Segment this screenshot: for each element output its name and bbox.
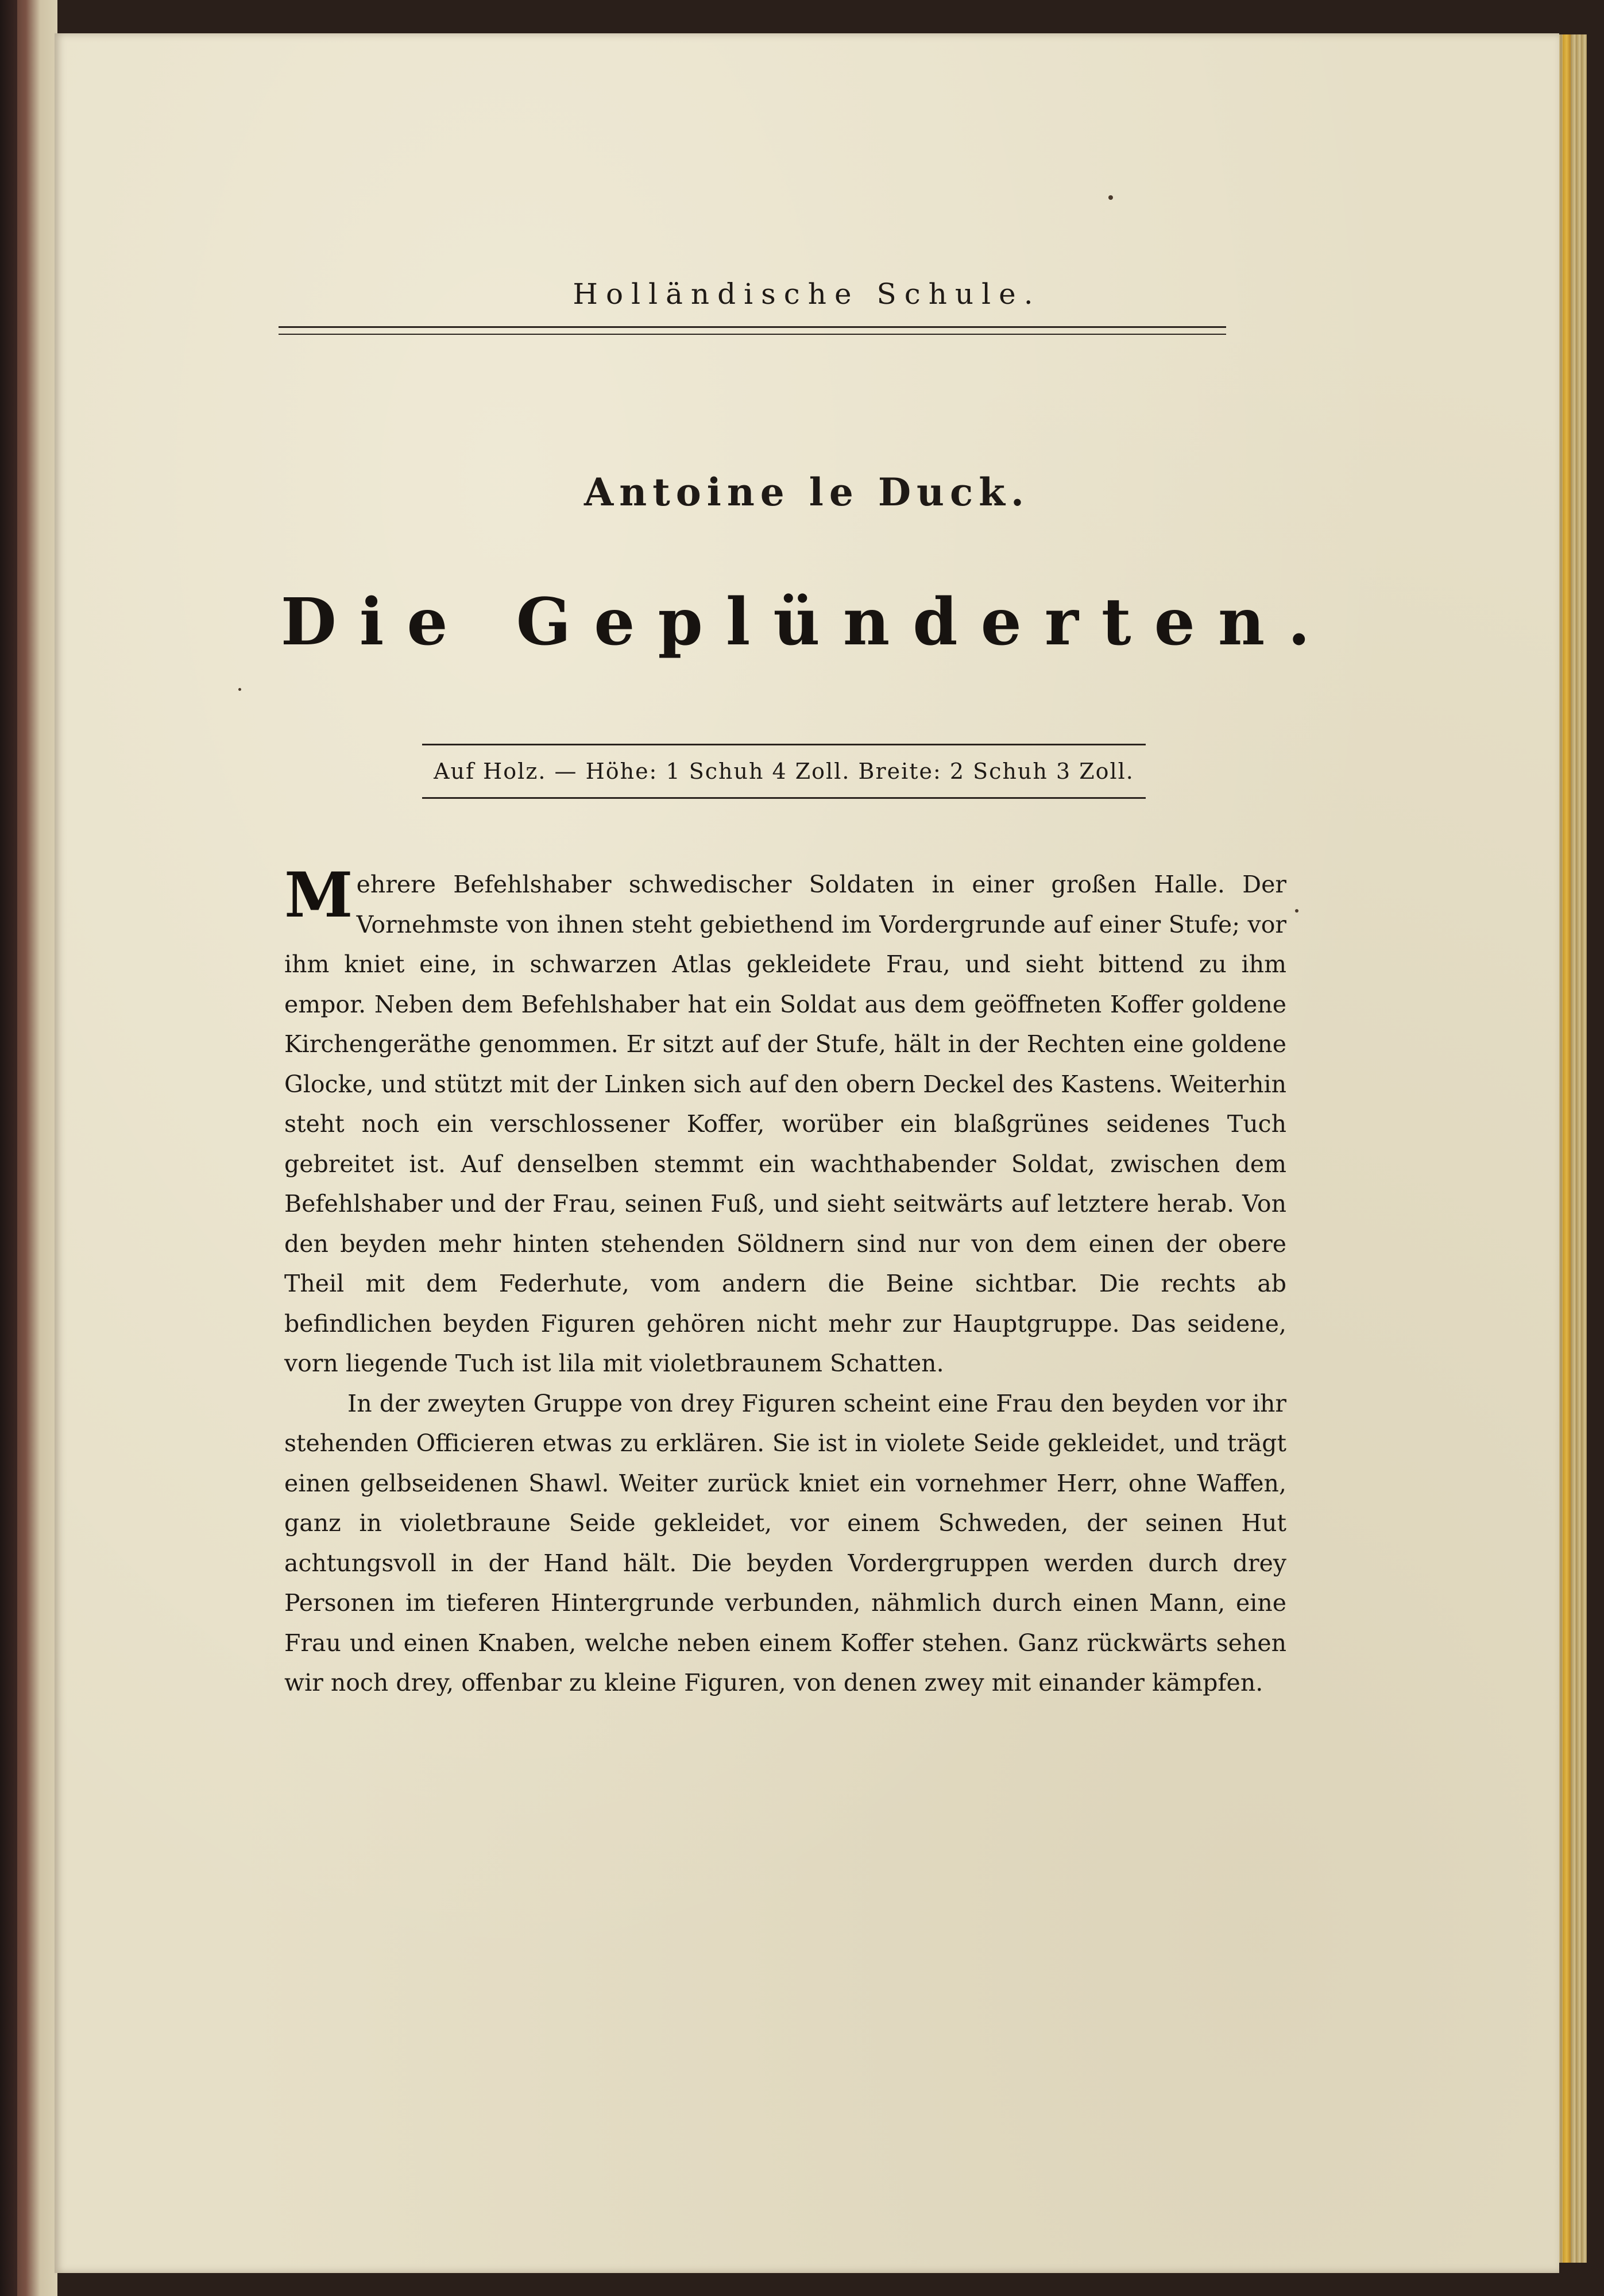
dimensions-box [422,744,1146,799]
paragraph-1 [284,859,1286,1384]
painting-title: Die Geplünderten. [280,585,1334,660]
ink-speck [238,688,241,691]
gilt-edge [1563,34,1571,2263]
ink-speck [1108,195,1113,200]
school-heading: Holländische Schule. [573,277,1041,311]
paragraph-2: In der zweyten Gruppe von drey Figuren scheint eine Frau den beyden vor ihr stehenden Officieren etwas zu erklären. Sie ist in violete Seide gekleidet, und trägt einen gelbseidenen Shawl. Weiter zurück kniet ein vornehmer Herr, ohne Waffen, ganz in violetbraune Seide gekleidet, vor einem Schweden, der seinen Hut achtungsvoll in der Hand hält. Die beyden Vordergruppen werden durch drey Personen im tieferen Hintergrunde verbunden, nähmlich durch einen Mann, eine Frau und einen Knaben, welche neben einem Koffer stehen. Ganz rückwärts sehen wir noch drey, offenbar zu kleine Figuren, von denen zwey mit einander kämpfen. [284,1389,1286,1696]
book-spine-shadow [0,0,17,2296]
previous-page-edge [0,0,57,2296]
page-stack-edges [1552,34,1604,2263]
paragraph-1-text: ehrere Befehlshaber schwedischer Soldaten in einer großen Halle. Der Vornehmste von ihnen steht gebiethend im Vordergrunde auf einer Stufe; vor ihm kniet eine, in schwarzen Atlas gekleidete Frau, und sieht bittend zu ihm empor. Neben dem Befehlshaber hat ein Soldat aus dem geöffneten Koffer goldene Kirchengeräthe genommen. Er sitzt auf der Stufe, hält in der Rechten eine goldene Glocke, und stützt mit der Linken sich auf den obern Deckel des Kastens. Weiterhin steht noch ein verschlossener Koffer, worüber ein blaßgrünes seidenes Tuch gebreitet ist. Auf denselben stemmt ein wachthabender Soldat, zwischen dem Befehlshaber und der Frau, seinen Fuß, und sieht seitwärts auf letztere herab. Von den beyden mehr hinten stehenden Söldnern sind nur von dem einen der obere Theil mit dem Federhute, vom andern die Beine sichtbar. Die rechts ab befindlichen beyden Figuren gehören nicht mehr zur Hauptgruppe. Das seidene, vorn liegende Tuch ist lila mit violetbraunem Schatten. [284,871,1286,1377]
description-body [284,859,1286,1703]
double-rule-divider [279,326,1226,335]
artist-name: Antoine le Duck. [584,470,1030,515]
book-page [55,33,1559,2273]
ink-speck [1295,909,1298,913]
drop-initial: M [284,859,353,931]
background-margin [1587,0,1604,2296]
dimensions-text: Auf Holz. — Höhe: 1 Schuh 4 Zoll. Breite: 2 Schuh 3 Zoll. [434,759,1134,784]
